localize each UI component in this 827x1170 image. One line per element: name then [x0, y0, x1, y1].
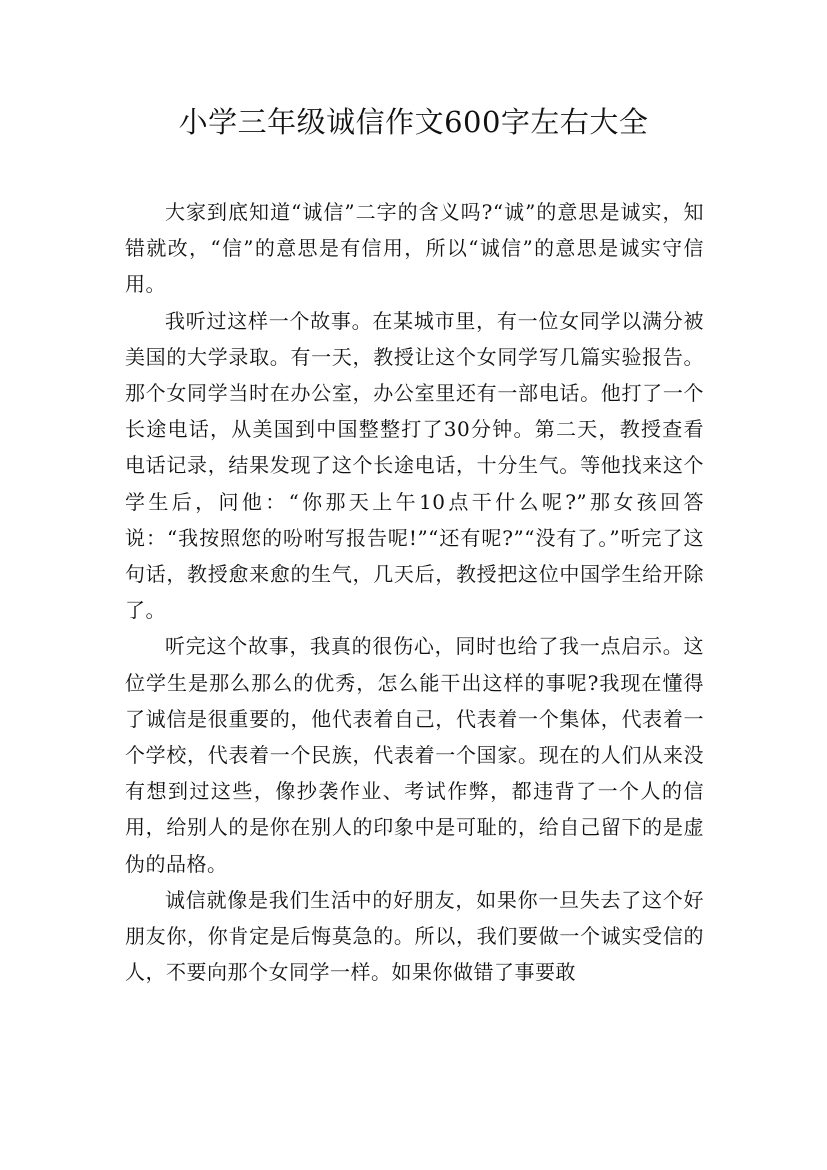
paragraph-2: 我听过这样一个故事。在某城市里，有一位女同学以满分被美国的大学录取。有一天，教授让这个女同学写几篇实验报告。那个女同学当时在办公室，办公室里还有一部电话。他打了一个长途电话，从美国到中国整整打了30分钟。第二天，教授查看电话记录，结果发现了这个长途电话，十分生气。等他找来这个学生后，问他：“你那天上午10点干什么呢?”那女孩回答说：“我按照您的吩咐写报告呢!”“还有呢?”“没有了。”听完了这句话，教授愈来愈的生气，几天后，教授把这位中国学生给开除了。 — [125, 308, 704, 623]
paragraph-4: 诚信就像是我们生活中的好朋友，如果你一旦失去了这个好朋友你，你肯定是后悔莫急的。所以，我们要做一个诚实受信的人，不要向那个女同学一样。如果你做错了事要敢 — [125, 887, 704, 985]
document-title: 小学三年级诚信作文600字左右大全 — [178, 105, 649, 139]
paragraph-1: 大家到底知道“诚信”二字的含义吗?“诚”的意思是诚实，知错就改，“信”的意思是有信用，所以“诚信”的意思是诚实守信用。 — [125, 200, 704, 297]
paragraph-3: 听完这个故事，我真的很伤心，同时也给了我一点启示。这位学生是那么那么的优秀，怎么能干出这样的事呢?我现在懂得了诚信是很重要的，他代表着自己，代表着一个集体，代表着一个学校，代表着一个民族，代表着一个国家。现在的人们从来没有想到过这些，像抄袭作业、考试作弊，都违背了一个人的信用，给别人的是你在别人的印象中是可耻的，给自己留下的是虚伪的品格。 — [125, 634, 704, 876]
document-body — [125, 194, 704, 990]
